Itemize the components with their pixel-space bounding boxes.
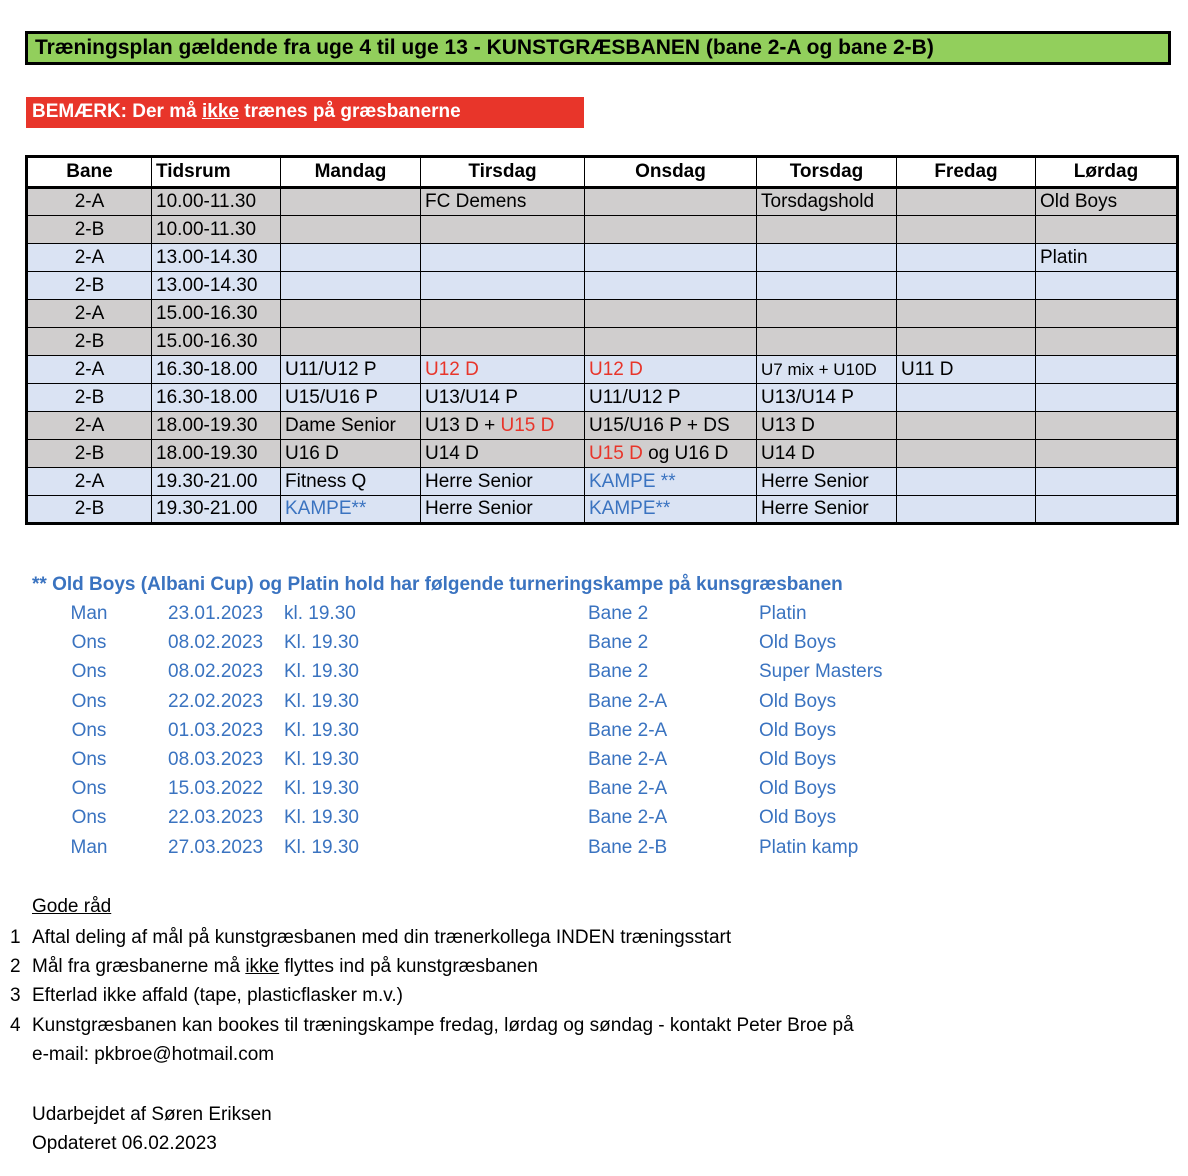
table-row (27, 384, 1178, 412)
list-item (0, 954, 1000, 983)
cell-tirsdag: U13/U14 P (421, 384, 585, 412)
table-row (27, 328, 1178, 356)
cell-bane: 2-A (27, 300, 152, 328)
header-torsdag: Torsdag (757, 157, 897, 188)
tournament-heading: ** Old Boys (Albani Cup) og Platin hold har følgende turneringskampe på kunsgræsbanen (32, 574, 843, 595)
cell-fredag (897, 496, 1036, 524)
cell-torsdag: U13 D (757, 412, 897, 440)
cell-time: 10.00-11.30 (152, 188, 281, 216)
header-fredag: Fredag (897, 157, 1036, 188)
tip-number: 2 (10, 956, 21, 978)
cell-torsdag (757, 272, 897, 300)
match-day: Ons (71, 632, 107, 654)
match-time: Kl. 19.30 (284, 690, 359, 712)
cell-bane: 2-A (27, 188, 152, 216)
cell-lordag (1036, 216, 1178, 244)
cell-torsdag (757, 244, 897, 272)
schedule-table (25, 155, 1179, 525)
cell-lordag (1036, 328, 1178, 356)
list-item (0, 689, 1000, 718)
cell-onsdag (585, 244, 757, 272)
cell-time: 19.30-21.00 (152, 496, 281, 524)
match-day: Ons (71, 748, 107, 770)
match-team: Super Masters (759, 661, 883, 683)
list-item (0, 983, 1000, 1012)
cell-fredag (897, 244, 1036, 272)
match-team: Platin kamp (759, 836, 859, 858)
cell-torsdag: Herre Senior (757, 468, 897, 496)
cell-tirsdag: FC Demens (421, 188, 585, 216)
cell-fredag (897, 272, 1036, 300)
cell-mandag: U16 D (281, 440, 421, 468)
match-field: Bane 2-A (588, 807, 668, 829)
table-row (27, 188, 1178, 216)
cell-fredag (897, 216, 1036, 244)
cell-fredag (897, 188, 1036, 216)
cell-text-red: U15 D (589, 442, 643, 464)
cell-mandag (281, 244, 421, 272)
schedule-header-row (27, 157, 1178, 188)
match-date: 01.03.2023 (168, 719, 264, 741)
list-item (0, 925, 1000, 954)
list-item (0, 776, 1000, 805)
cell-mandag: U11/U12 P (281, 356, 421, 384)
match-field: Bane 2-A (588, 748, 668, 770)
match-day: Ons (71, 719, 107, 741)
cell-onsdag: U15/U16 P + DS (585, 412, 757, 440)
match-field: Bane 2 (588, 661, 649, 683)
match-date: 23.01.2023 (168, 603, 264, 624)
tip-text: Aftal deling af mål på kunstgræsbanen med din trænerkollega INDEN træningsstart (32, 927, 732, 948)
cell-tirsdag (421, 412, 585, 440)
note-prefix: BEMÆRK: Der må (32, 101, 202, 122)
cell-time: 18.00-19.30 (152, 412, 281, 440)
cell-torsdag (757, 216, 897, 244)
tip-text (32, 956, 538, 978)
cell-fredag (897, 440, 1036, 468)
tips-title: Gode råd (32, 896, 112, 917)
cell-bane: 2-B (27, 272, 152, 300)
cell-bane: 2-B (27, 328, 152, 356)
cell-time: 15.00-16.30 (152, 300, 281, 328)
cell-fredag (897, 384, 1036, 412)
cell-time: 16.30-18.00 (152, 384, 281, 412)
match-team: Old Boys (759, 632, 837, 654)
match-day: Ons (71, 690, 107, 712)
cell-torsdag (757, 300, 897, 328)
footer-updated: Opdateret 06.02.2023 (32, 1133, 217, 1154)
match-day: Man (70, 603, 108, 624)
match-time: Kl. 19.30 (284, 836, 359, 858)
header-onsdag: Onsdag (585, 157, 757, 188)
match-team: Old Boys (759, 690, 837, 712)
match-date: 22.03.2023 (168, 807, 264, 829)
cell-onsdag: KAMPE ** (585, 468, 757, 496)
cell-lordag (1036, 496, 1178, 524)
cell-onsdag: U11/U12 P (585, 384, 757, 412)
cell-mandag (281, 328, 421, 356)
match-day: Ons (71, 778, 107, 800)
match-field: Bane 2-A (588, 690, 668, 712)
cell-lordag: Platin (1036, 244, 1178, 272)
match-date: 08.03.2023 (168, 748, 264, 770)
table-row (27, 468, 1178, 496)
cell-lordag (1036, 468, 1178, 496)
cell-time: 13.00-14.30 (152, 272, 281, 300)
tip-text: Efterlad ikke affald (tape, plasticflasker m.v.) (32, 985, 404, 1007)
cell-onsdag (585, 188, 757, 216)
list-item (0, 1042, 1000, 1071)
table-row (27, 300, 1178, 328)
cell-onsdag (585, 328, 757, 356)
note-emphasis: ikke (201, 101, 239, 122)
match-team: Old Boys (759, 778, 837, 800)
match-date: 08.02.2023 (168, 632, 264, 654)
cell-torsdag: U13/U14 P (757, 384, 897, 412)
note-suffix: trænes på græsbanerne (238, 101, 461, 122)
warning-note (26, 97, 584, 128)
footer (32, 1100, 272, 1158)
cell-fredag: U11 D (897, 356, 1036, 384)
table-row (27, 356, 1178, 384)
cell-fredag (897, 468, 1036, 496)
tip-number: 3 (10, 985, 21, 1007)
cell-mandag (281, 188, 421, 216)
cell-text: og U16 D (642, 442, 729, 464)
footer-author: Udarbejdet af Søren Eriksen (32, 1104, 272, 1125)
cell-mandag: KAMPE** (281, 496, 421, 524)
cell-tirsdag (421, 244, 585, 272)
match-time: Kl. 19.30 (284, 748, 359, 770)
header-tirsdag: Tirsdag (421, 157, 585, 188)
tip-text-part: flyttes ind på kunstgræsbanen (279, 956, 538, 978)
cell-torsdag: Herre Senior (757, 496, 897, 524)
tip-text: Kunstgræsbanen kan bookes til træningskampe fredag, lørdag og søndag - kontakt Peter Broe på (32, 1014, 854, 1036)
page-title: Træningsplan gældende fra uge 4 til uge 13 - KUNSTGRÆSBANEN (bane 2-A og bane 2-B) (25, 31, 1171, 65)
match-day: Ons (71, 661, 107, 683)
match-date: 27.03.2023 (168, 836, 264, 858)
tip-text-part: Mål fra græsbanerne må (32, 956, 246, 978)
cell-bane: 2-A (27, 468, 152, 496)
table-row (27, 216, 1178, 244)
cell-torsdag (757, 328, 897, 356)
cell-lordag (1036, 384, 1178, 412)
cell-fredag (897, 412, 1036, 440)
cell-text: U13 D + (425, 414, 501, 436)
match-field: Bane 2 (588, 603, 649, 624)
header-tidsrum: Tidsrum (152, 157, 281, 188)
table-row (27, 496, 1178, 524)
cell-onsdag (585, 440, 757, 468)
match-date: 15.03.2022 (168, 778, 264, 800)
cell-time: 18.00-19.30 (152, 440, 281, 468)
cell-mandag (281, 272, 421, 300)
match-time: Kl. 19.30 (284, 778, 359, 800)
cell-tirsdag: Herre Senior (421, 468, 585, 496)
cell-bane: 2-A (27, 356, 152, 384)
table-row (27, 440, 1178, 468)
list-item (0, 718, 1000, 747)
match-team: Old Boys (759, 807, 837, 829)
list-item (0, 659, 1000, 688)
cell-lordag (1036, 272, 1178, 300)
cell-onsdag (585, 216, 757, 244)
match-field: Bane 2-B (588, 836, 668, 858)
list-item (0, 630, 1000, 659)
header-mandag: Mandag (281, 157, 421, 188)
cell-lordag (1036, 300, 1178, 328)
cell-mandag (281, 216, 421, 244)
tip-number: 1 (10, 927, 21, 948)
match-field: Bane 2-A (588, 719, 668, 741)
cell-mandag: U15/U16 P (281, 384, 421, 412)
cell-torsdag: U14 D (757, 440, 897, 468)
table-row (27, 244, 1178, 272)
cell-text-red: U15 D (500, 414, 555, 436)
cell-time: 13.00-14.30 (152, 244, 281, 272)
cell-lordag (1036, 356, 1178, 384)
match-time: Kl. 19.30 (284, 719, 359, 741)
match-date: 22.02.2023 (168, 690, 264, 712)
cell-time: 10.00-11.30 (152, 216, 281, 244)
cell-lordag (1036, 412, 1178, 440)
cell-torsdag: U7 mix + U10D (757, 356, 897, 384)
match-day: Ons (71, 807, 107, 829)
match-field: Bane 2-A (588, 778, 668, 800)
match-time: Kl. 19.30 (284, 632, 359, 654)
match-team: Old Boys (759, 748, 837, 770)
match-team: Old Boys (759, 719, 837, 741)
cell-bane: 2-B (27, 496, 152, 524)
cell-bane: 2-B (27, 216, 152, 244)
cell-bane: 2-A (27, 412, 152, 440)
cell-mandag (281, 300, 421, 328)
header-bane: Bane (27, 157, 152, 188)
cell-fredag (897, 328, 1036, 356)
tip-email: e-mail: pkbroe@hotmail.com (32, 1043, 275, 1065)
cell-onsdag (585, 272, 757, 300)
cell-time: 16.30-18.00 (152, 356, 281, 384)
cell-bane: 2-B (27, 384, 152, 412)
match-field: Bane 2 (588, 632, 649, 654)
header-lordag: Lørdag (1036, 157, 1178, 188)
cell-onsdag (585, 300, 757, 328)
match-time: kl. 19.30 (284, 603, 356, 624)
list-item (0, 601, 1000, 630)
cell-torsdag: Torsdagshold (757, 188, 897, 216)
cell-onsdag: KAMPE** (585, 496, 757, 524)
cell-tirsdag (421, 272, 585, 300)
tip-number: 4 (10, 1014, 21, 1036)
cell-fredag (897, 300, 1036, 328)
cell-tirsdag: U14 D (421, 440, 585, 468)
cell-lordag (1036, 440, 1178, 468)
table-row (27, 272, 1178, 300)
cell-mandag: Fitness Q (281, 468, 421, 496)
cell-tirsdag: Herre Senior (421, 496, 585, 524)
cell-lordag: Old Boys (1036, 188, 1178, 216)
match-team: Platin (759, 603, 807, 624)
cell-bane: 2-A (27, 244, 152, 272)
tournament-list (0, 601, 1000, 864)
cell-tirsdag (421, 300, 585, 328)
cell-mandag: Dame Senior (281, 412, 421, 440)
cell-time: 15.00-16.30 (152, 328, 281, 356)
table-row (27, 412, 1178, 440)
tip-text-emphasis: ikke (245, 956, 280, 978)
match-time: Kl. 19.30 (284, 807, 359, 829)
list-item (0, 747, 1000, 776)
tips-list (0, 925, 1000, 1071)
cell-tirsdag (421, 216, 585, 244)
cell-bane: 2-B (27, 440, 152, 468)
match-day: Man (70, 836, 108, 858)
cell-tirsdag: U12 D (421, 356, 585, 384)
list-item (0, 805, 1000, 834)
match-date: 08.02.2023 (168, 661, 264, 683)
match-time: Kl. 19.30 (284, 661, 359, 683)
list-item (0, 1013, 1000, 1042)
cell-onsdag: U12 D (585, 356, 757, 384)
cell-time: 19.30-21.00 (152, 468, 281, 496)
cell-tirsdag (421, 328, 585, 356)
list-item (0, 835, 1000, 864)
